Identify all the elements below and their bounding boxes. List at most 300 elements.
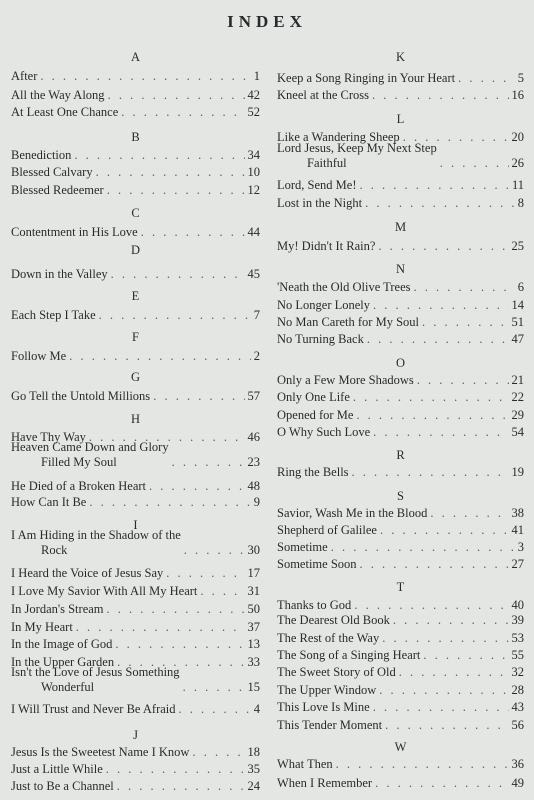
page-number: 15 [247,680,260,694]
entry-title [11,745,189,760]
entry-title-text: Keep a Song Ringing in Your Heart [277,71,456,85]
index-entry [277,71,524,86]
index-entry [11,584,260,599]
entry-title [11,528,181,558]
index-entry [277,631,524,646]
entry-title-text: The Rest of the Way [277,631,380,645]
page-number: 4 [253,702,260,716]
page-number: 33 [247,655,260,669]
index-entry [277,557,524,572]
entry-title-text: Blessed Redeemer [11,183,104,197]
entry-title [277,540,328,555]
entry-title [11,148,71,163]
dot-leader [413,280,514,295]
entry-title-text: 'Neath the Old Olive Trees [277,280,411,294]
index-entry [11,349,260,364]
index-entry [11,566,260,581]
index-entry [11,495,260,510]
entry-title [277,776,372,791]
page-number: 50 [247,602,260,616]
index-entry [11,479,260,494]
dot-leader [76,620,245,635]
entry-title [277,648,420,663]
entry-title [277,557,357,572]
page-number: 29 [511,408,524,422]
entry-title [277,298,370,313]
entry-title-text: No Man Careth for My Soul [277,315,419,329]
page-number: 22 [511,390,524,404]
entry-title [11,308,96,323]
page-number: 52 [247,105,260,119]
entry-title [11,665,180,695]
index-entry [11,69,260,84]
entry-title-text: Contentment in His Love [11,225,138,239]
page-number: 20 [511,130,524,144]
index-entry [277,196,524,211]
page-number: 5 [517,71,524,85]
index-entry [277,425,524,440]
dot-leader [106,762,245,777]
entry-title-text: Lord Jesus, Keep My Next Step [277,141,437,155]
entry-title-text: Have Thy Way [11,430,86,444]
page-title: INDEX [227,12,307,31]
index-entry [11,602,260,617]
index-entry [11,148,260,163]
page-number: 7 [253,308,260,322]
entry-title [277,141,437,171]
entry-title-text: The Dearest Old Book [277,613,390,627]
entry-title [277,598,351,613]
index-entry [277,665,524,680]
page-number: 27 [511,557,524,571]
section-letter: H [130,412,141,426]
section-letter: S [397,489,404,503]
page-number: 8 [517,196,524,210]
entry-title [277,613,390,628]
index-entry [277,280,524,295]
entry-title-text: Only a Few More Shadows [277,373,414,387]
entry-title [277,425,370,440]
section-letter: J [133,728,138,742]
section-letter: L [396,112,405,126]
dot-leader [172,455,245,470]
page-number: 14 [511,298,524,312]
dot-leader [399,665,509,680]
dot-leader [69,349,251,364]
entry-title-text: In Jordan's Stream [11,602,104,616]
index-entry [11,528,260,558]
dot-leader [380,523,509,538]
dot-leader [96,165,245,180]
page-number: 3 [517,540,524,554]
index-entry [277,523,524,538]
dot-leader [382,631,508,646]
index-entry [277,315,524,330]
section-letter: C [131,206,140,220]
index-entry [11,702,260,717]
dot-leader [184,543,245,558]
index-entry [11,637,260,652]
entry-title [277,71,455,86]
entry-title-text: Ring the Bells [277,465,349,479]
entry-title-text: When I Remember [277,776,373,790]
entry-title [277,523,377,538]
entry-title [277,239,375,254]
dot-leader [107,183,245,198]
entry-title-text: Benediction [11,148,72,162]
dot-leader [336,757,509,772]
page-number: 43 [511,700,524,714]
page-number: 23 [247,455,260,469]
entry-title [277,408,353,423]
dot-leader [375,776,508,791]
dot-leader [385,718,508,733]
entry-title-text: Sometime [277,540,328,554]
entry-title-text: Blessed Calvary [11,165,93,179]
index-entry [11,183,260,198]
dot-leader [40,69,250,84]
entry-title-text: After [11,69,38,83]
entry-title-text: In the Upper Garden [11,655,115,669]
entry-title-text: My! Didn't It Rain? [277,239,376,253]
entry-title [277,332,364,347]
page-number: 53 [511,631,524,645]
entry-title [11,88,105,103]
index-entry [11,745,260,760]
index-entry [11,225,260,240]
entry-title-text: Shepherd of Galilee [277,523,377,537]
entry-title-text: The Song of a Singing Heart [277,648,421,662]
page-number: 56 [511,718,524,732]
entry-title [277,506,427,521]
entry-title [277,700,370,715]
section-letter: K [395,50,406,64]
page-number: 19 [511,465,524,479]
entry-title-text: O Why Such Love [277,425,371,439]
index-entry [277,506,524,521]
dot-leader [373,700,509,715]
entry-title-text: Isn't the Love of Jesus Something [11,665,180,679]
entry-title [11,349,66,364]
index-entry [11,620,260,635]
page-number: 42 [247,88,260,102]
dot-leader [373,298,508,313]
section-letter: M [394,220,407,234]
page-number: 21 [511,373,524,387]
entry-title-text: Opened for Me [277,408,354,422]
section-letter: D [130,243,141,257]
page-number: 31 [247,584,260,598]
entry-title-text: Follow Me [11,349,67,363]
dot-leader [331,540,515,555]
index-entry [11,389,260,404]
page-number: 35 [247,762,260,776]
page-number: 55 [511,648,524,662]
page-number: 25 [511,239,524,253]
page-number: 28 [511,683,524,697]
page-number: 18 [247,745,260,759]
page-number: 6 [517,280,524,294]
entry-title-text: This Love Is Mine [277,700,370,714]
index-entry [277,141,524,171]
entry-title-text: I Love My Savior With All My Heart [11,584,198,598]
dot-leader [117,779,245,794]
entry-title [11,183,104,198]
dot-leader [149,479,244,494]
dot-leader [378,239,508,254]
dot-leader [153,389,244,404]
page-number: 57 [247,389,260,403]
entry-title-continuation: Rock [41,543,68,557]
page-number: 26 [511,156,524,170]
entry-title [11,495,86,510]
dot-leader [183,680,245,695]
page-number: 16 [511,88,524,102]
dot-leader [141,225,245,240]
dot-leader [121,105,244,120]
entry-title-continuation: Faithful [307,156,347,170]
dot-leader [115,637,244,652]
entry-title-text: Lost in the Night [277,196,363,210]
dot-leader [458,71,515,86]
entry-title-text: Each Step I Take [11,308,96,322]
index-entry [277,540,524,555]
section-letter: A [130,50,141,64]
section-letter: N [395,262,406,276]
index-entry [277,465,524,480]
page-number: 48 [247,479,260,493]
page-number: 1 [253,69,260,83]
entry-title-continuation: Filled My Soul [41,455,117,469]
entry-title [277,718,382,733]
entry-title [11,584,197,599]
index-entry [277,700,524,715]
page-number: 40 [511,598,524,612]
index-entry [277,408,524,423]
entry-title-text: Thanks to God [277,598,352,612]
index-entry [277,390,524,405]
entry-title-text: What Then [277,757,333,771]
index-entry [11,308,260,323]
entry-title-text: I Am Hiding in the Shadow of the [11,528,181,542]
page-number: 10 [247,165,260,179]
index-entry [277,598,524,613]
dot-leader [417,373,509,388]
entry-title [11,225,138,240]
page-number: 38 [511,506,524,520]
entry-title-continuation: Wonderful [41,680,95,694]
entry-title [11,602,104,617]
entry-title [277,178,357,193]
entry-title-text: The Upper Window [277,683,377,697]
dot-leader [74,148,244,163]
entry-title [277,631,379,646]
page-number: 11 [511,178,524,192]
dot-leader [179,702,251,717]
entry-title-text: Like a Wandering Sheep [277,130,400,144]
entry-title-text: Kneel at the Cross [277,88,369,102]
index-entry [11,88,260,103]
entry-title-text: This Tender Moment [277,718,383,732]
index-entry [277,683,524,698]
dot-leader [393,613,509,628]
page-number: 46 [247,430,260,444]
page-number: 41 [511,523,524,537]
section-letter: T [396,580,405,594]
page-number: 24 [247,779,260,793]
entry-title [277,196,362,211]
index-entry [277,648,524,663]
page-number: 54 [511,425,524,439]
entry-title [11,105,118,120]
index-entry [277,88,524,103]
dot-leader [365,196,515,211]
entry-title-text: Jesus Is the Sweetest Name I Know [11,745,190,759]
index-entry [277,776,524,791]
dot-leader [99,308,251,323]
page-number: 2 [253,349,260,363]
entry-title [277,373,414,388]
dot-leader [422,315,509,330]
entry-title-text: No Turning Back [277,332,364,346]
index-entry [277,178,524,193]
entry-title [277,280,410,295]
section-letter: B [131,130,140,144]
index-entry [277,332,524,347]
entry-title [11,702,176,717]
page-number: 47 [511,332,524,346]
entry-title-text: At Least One Chance [11,105,119,119]
dot-leader [356,408,508,423]
entry-title [11,479,146,494]
entry-title-text: He Died of a Broken Heart [11,479,147,493]
dot-leader [89,495,250,510]
entry-title-text: Heaven Came Down and Glory [11,440,169,454]
index-entry [11,665,260,695]
entry-title [277,757,333,772]
entry-title-text: I Heard the Voice of Jesus Say [11,566,164,580]
dot-leader [379,683,508,698]
entry-title [11,165,93,180]
entry-title-text: How Can It Be [11,495,87,509]
dot-leader [200,584,244,599]
page-number: 12 [247,183,260,197]
entry-title [11,637,112,652]
page-number: 49 [511,776,524,790]
page-number: 51 [511,315,524,329]
index-entry [11,762,260,777]
page-number: 34 [247,148,260,162]
entry-title-text: In My Heart [11,620,73,634]
index-entry [277,757,524,772]
section-letter: I [133,518,138,532]
dot-leader [192,745,244,760]
entry-title [11,389,150,404]
entry-title-text: Down in the Valley [11,267,108,281]
entry-title [11,566,163,581]
entry-title-text: In the Image of God [11,637,113,651]
entry-title [277,465,349,480]
entry-title [11,440,169,470]
index-entry [11,440,260,470]
section-letter: O [395,356,406,370]
dot-leader [360,557,509,572]
index-entry [11,105,260,120]
entry-title-text: The Sweet Story of Old [277,665,396,679]
dot-leader [353,390,509,405]
page-number: 32 [511,665,524,679]
dot-leader [352,465,509,480]
dot-leader [373,425,508,440]
entry-title-text: Just a Little While [11,762,103,776]
index-entry [277,613,524,628]
entry-title-text: Savior, Wash Me in the Blood [277,506,428,520]
entry-title-text: Lord, Send Me! [277,178,357,192]
dot-leader [354,598,508,613]
entry-title [11,267,108,282]
entry-title [11,762,103,777]
page-number: 44 [247,225,260,239]
index-entry [11,779,260,794]
section-letter: R [396,448,405,462]
index-entry [11,165,260,180]
section-letter: G [130,370,141,384]
dot-leader [367,332,509,347]
dot-leader [430,506,508,521]
entry-title-text: All the Way Along [11,88,105,102]
index-entry [277,373,524,388]
page-number: 45 [247,267,260,281]
entry-title-text: Sometime Soon [277,557,357,571]
dot-leader [107,602,245,617]
dot-leader [423,648,508,663]
entry-title [277,315,419,330]
entry-title [277,683,376,698]
page-number: 36 [511,757,524,771]
dot-leader [440,156,509,171]
index-entry [277,718,524,733]
dot-leader [108,88,245,103]
entry-title-text: I Will Trust and Never Be Afraid [11,702,176,716]
section-letter: E [131,289,140,303]
page-number: 13 [247,637,260,651]
entry-title-text: Only One Life [277,390,350,404]
entry-title-text: No Longer Lonely [277,298,371,312]
entry-title [277,665,396,680]
entry-title [277,88,369,103]
page-number: 17 [247,566,260,580]
entry-title [11,69,37,84]
entry-title [11,620,73,635]
dot-leader [111,267,245,282]
page-number: 9 [253,495,260,509]
entry-title [11,779,114,794]
section-letter: W [394,740,407,754]
page-number: 30 [247,543,260,557]
index-entry [11,267,260,282]
entry-title [277,390,350,405]
dot-leader [372,88,509,103]
page-number: 39 [511,613,524,627]
index-entry [277,239,524,254]
page-number: 37 [247,620,260,634]
entry-title-text: Just to Be a Channel [11,779,114,793]
index-entry [277,298,524,313]
dot-leader [166,566,244,581]
dot-leader [360,178,509,193]
section-letter: F [132,330,139,344]
entry-title-text: Go Tell the Untold Millions [11,389,151,403]
